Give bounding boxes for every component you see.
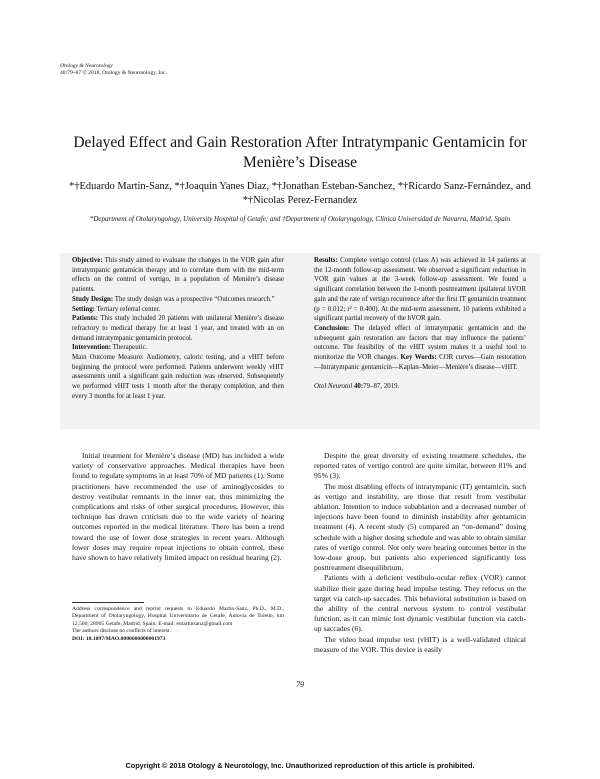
journal-ref-pages: 79–87, 2019. — [363, 383, 400, 391]
intervention-label: Intervention: — [72, 344, 112, 352]
affiliations: *Department of Otolaryngology, University Hospital of Getafe; and †Department of Otolaryngology, Clínica Universidad de Navarra, Madrid, Spain — [89, 215, 511, 223]
correspondence-address: Address correspondence and reprint requests to Eduardo Martin-Sanz, Ph.D., M.D., Department of Otolaryngology, Hospital Universitario de Getafe, Autovia de Toledo, km 12,500, 28905 Getafe, Madrid, Spain; E-mail: emartinsanz@gmail.com — [72, 606, 284, 627]
abstract-objective — [72, 256, 284, 295]
disclosure: The authors disclose no conflicts of interest. — [72, 628, 171, 635]
journal-ref-volume: 40: — [353, 383, 364, 391]
abstract-patients — [72, 314, 284, 343]
results-text: Complete vertigo control (class A) was achieved in 14 patients at the 12-month follow-up assessment. We observed a significant reduction in VOR gain values at the 3-week follow-up assessment. We found a significant correlation between the 1-month posttreatment ipsilateral hVOR gain and the rate of vertigo recurrence after the first IT gentamicin treatment (p = 0.012; r² = 0.400). At the mid-term assessment, 10 patients exhibited a significant partial recovery of the hVOR gain. — [314, 257, 526, 323]
page-number: 79 — [296, 680, 304, 689]
journal-citation: 40:79–87 © 2018, Otology & Neurotology, Inc. — [60, 70, 167, 76]
abstract-left-column — [72, 256, 284, 402]
abstract-design — [72, 295, 284, 305]
footnote — [72, 606, 284, 643]
body-right-column — [314, 451, 526, 655]
intervention-text: Therapeutic. — [112, 344, 148, 352]
conclusion-text: The delayed effect of intratympanic gentamicin and the subsequent gain restoration are factors that may influence the patients’ outcome. The feasibility of the vHIT system makes it a useful tool to monitorize the VOR changes. — [314, 324, 526, 362]
design-text: The study design was a prospective “Outcomes research.” — [114, 295, 275, 303]
article-title: Delayed Effect and Gain Restoration After Intratympanic Gentamicin for Menière’s Disease — [73, 134, 527, 171]
body-paragraph: Initial treatment for Menière’s disease (MD) has included a wide variety of conservative approaches. Medical therapies have been found to regulate symptoms in at least 70% of MD patients (1). Some practitioners have recommended the use of aminoglycosides to destroy vestibular remnants in the inner ear, thus minimizing the complications and risks of other surgical procedures. However, this technique has drawn criticism due to the wide variety of hearing outcomes reported in the medical literature. There has been a trend toward the use of lower dose strategies in recent years. Although lower doses may require repeat injections to obtain control, these have shown to have relatively limited impact on residual hearing (2). — [72, 451, 284, 563]
abstract-right-column — [314, 256, 526, 392]
abstract-conclusion — [314, 324, 526, 373]
objective-label: Objective: — [72, 257, 103, 264]
body-left-column — [72, 451, 284, 563]
body-paragraph: The video head impulse test (vHIT) is a well-validated clinical measure of the VOR. This device is easily — [314, 634, 526, 654]
body-paragraph: Patients with a deficient vestibulo-ocular reflex (VOR) cannot stabilize their gaze during head impulse testing. They refocus on the target via catch-up saccades. This behavioral substitution is based on the ability of the central nervous system to control vestibular function, as it can mimic lost dynamic vestibular function via catch-up saccades (6). — [314, 573, 526, 634]
copyright-notice: Copyright © 2018 Otology & Neurotology, Inc. Unauthorized reproduction of this article is prohibited. — [125, 761, 475, 770]
journal-reference — [314, 382, 526, 392]
conclusion-label: Conclusion: — [314, 324, 350, 332]
body-paragraph: The most disabling effects of intratympanic (IT) gentamicin, such as vertigo and instability, are those that result from vestibular ablation. Intention to induce subablation and a decreased number of injections have been found to diminish instability after gentamicin treatment (4). A recent study (5) compared an “on-demand” dosing schedule with a higher dosing schedule and was able to obtain similar rates of vertigo control. Not only were hearing outcomes better in the low-dose group, but patients also experienced significantly less posttreatment disequilibrium. — [314, 481, 526, 573]
setting-text: Tertiary referral center. — [96, 305, 161, 313]
journal-name: Otology & Neurotology — [60, 63, 113, 69]
footnote-divider — [72, 602, 144, 603]
journal-meta — [60, 63, 167, 77]
body-paragraph: Despite the great diversity of existing treatment schedules, the reported rates of vertigo control are quite similar, between 81% and 95% (3). — [314, 451, 526, 481]
journal-ref-name: Otol Neurotol — [314, 383, 353, 391]
setting-label: Setting: — [72, 305, 95, 313]
keywords-text: COR curves—Gain restoration—Intratympanic gentamicin—Kaplan–Meier—Menière’s disease—vHIT. — [314, 354, 526, 371]
patients-label: Patients: — [72, 315, 99, 323]
abstract-outcome: Main Outcome Measure: Audiometry, caloric testing, and a vHIT before beginning the protocol were performed. Patients underwent weekly vHIT assessments until a significant gain reduction was observed. Subsequently we performed vHIT tests 1 month after the therapy completion, and then every 3 months for at least 1 year. — [72, 354, 284, 400]
keywords-label: Key Words: — [400, 354, 437, 362]
abstract-intervention — [72, 343, 284, 353]
results-label: Results: — [314, 257, 338, 264]
doi: DOI: 10.1097/MAO.0000000000001973 — [72, 635, 166, 642]
objective-text: This study aimed to evaluate the changes in the VOR gain after intratympanic gentamicin therapy and to correlate them with the mid-term effects on the control of vertigo, in a population of Menière’s disease patients. — [72, 257, 284, 294]
design-label: Study Design: — [72, 295, 114, 303]
abstract-setting — [72, 305, 284, 315]
author-list: *†Eduardo Martin-Sanz, *†Joaquin Yanes Diaz, *†Jonathan Esteban-Sanchez, *†Ricardo Sanz-Fernández, and *†Nicolas Perez-Fernandez — [69, 181, 531, 206]
abstract-results — [314, 256, 526, 324]
patients-text: This study included 20 patients with unilateral Menière’s disease refractory to medical therapy for at least 1 year, and treated with an on demand intratympanic gentamicin protocol. — [72, 315, 284, 342]
